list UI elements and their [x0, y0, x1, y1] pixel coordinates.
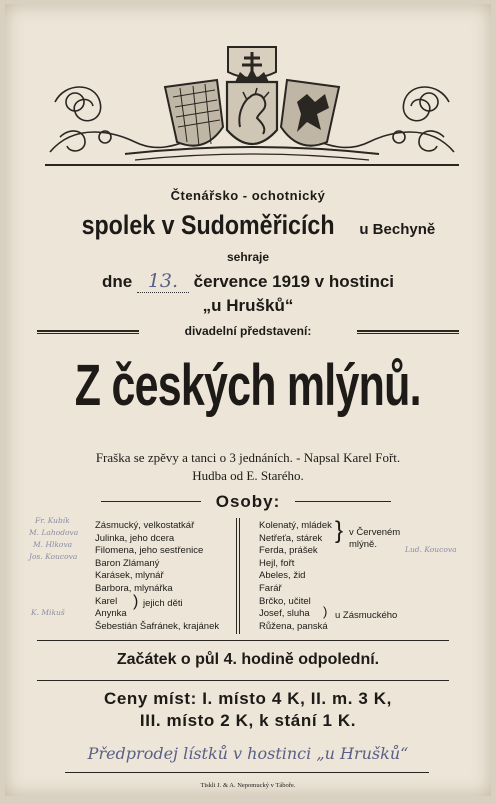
society-line1: Čtenářsko - ochotnický: [170, 188, 326, 203]
cast-member: Barbora, mlynářka: [95, 582, 173, 594]
date-prefix: dne: [101, 272, 133, 291]
handwritten-note: Fr. Kubík: [35, 516, 70, 525]
bracket-children-label: jejich děti: [143, 598, 183, 609]
cast-divider: [236, 518, 240, 634]
prices-line2: III. místo 2 K, k stání 1 K.: [139, 711, 357, 730]
cast-member: Filomena, jeho sestřenice: [95, 545, 204, 557]
cast-member: Baron Zlámaný: [95, 557, 160, 569]
handwritten-presale: Předprodej lístků v hostinci „u Hrušků“: [87, 744, 409, 763]
date-line: [5, 270, 491, 293]
presale-underline: [65, 772, 429, 773]
society-location: u Bechyně: [359, 221, 436, 238]
performance-label: divadelní představení:: [184, 324, 312, 338]
description-line2: Hudba od E. Starého.: [192, 468, 304, 483]
separator: [37, 680, 449, 681]
bracket-zasmucky: ): [323, 604, 328, 619]
cast-heading: Osoby:: [215, 492, 281, 511]
cast-member: Netřeťa, stárek: [259, 532, 323, 544]
coat-of-arms-emblem: [45, 42, 459, 170]
cast-member: Josef, sluha: [259, 608, 310, 620]
cast-member: Brčko, učitel: [259, 595, 311, 607]
cast-member: Ferda, prášek: [259, 545, 318, 557]
handwritten-note: K. Mikuš: [31, 608, 65, 617]
sehraje-text: sehraje: [226, 250, 270, 264]
cast-member: Růžena, panská: [259, 620, 328, 632]
prices-line1: Ceny míst: I. místo 4 K, II. m. 3 K,: [104, 689, 392, 708]
bracket-mill: }: [335, 517, 344, 544]
bracket-zasmucky-label: u Zásmuckého: [335, 610, 398, 621]
cast-member: Zásmucký, velkostatkář: [95, 520, 195, 531]
cast-right-list: [259, 520, 332, 633]
cast-member: Julinka, jeho dcera: [95, 532, 175, 544]
date-rest: července 1919 v hostinci: [193, 272, 395, 291]
start-time: Začátek o půl 4. hodině odpolední.: [116, 651, 380, 668]
cast-member: Karel: [95, 595, 118, 607]
printer-credit: Tiskli J. & A. Nepomucký v Táboře.: [200, 782, 296, 789]
handwritten-note: Lud. Koucova: [405, 545, 457, 554]
description-line1: Fraška se zpěvy a tanci o 3 jednáních. - Napsal Karel Fořt.: [95, 450, 401, 465]
venue: „u Hrušků“: [202, 296, 294, 315]
separator: [37, 640, 449, 641]
cast-member: Hejl, fořt: [259, 557, 295, 569]
date-day-handwritten: 13.: [137, 270, 189, 293]
handwritten-note: M. Hlkova: [33, 540, 73, 549]
cast-member: Šebestián Šafránek, krajánek: [95, 620, 220, 632]
bracket-mill-label: v Červeném mlýně.: [349, 527, 401, 550]
cast-member: Kolenatý, mládek: [259, 520, 332, 531]
cast-left-list: [95, 520, 219, 633]
play-title: Z českých mlýnů.: [74, 353, 421, 418]
society-line2: [5, 210, 491, 241]
society-name: spolek v Sudoměřicích: [81, 210, 335, 240]
cast-member: Anynka: [95, 608, 127, 620]
cast-member: Abeles, žid: [259, 570, 306, 582]
cast-member: Farář: [259, 582, 282, 594]
theatre-poster: [5, 4, 491, 796]
handwritten-note: M. Lahodova: [29, 528, 79, 537]
bracket-children: ): [133, 593, 139, 610]
cast-member: Karásek, mlynář: [95, 570, 164, 582]
handwritten-note: Jos. Koucova: [29, 552, 78, 561]
